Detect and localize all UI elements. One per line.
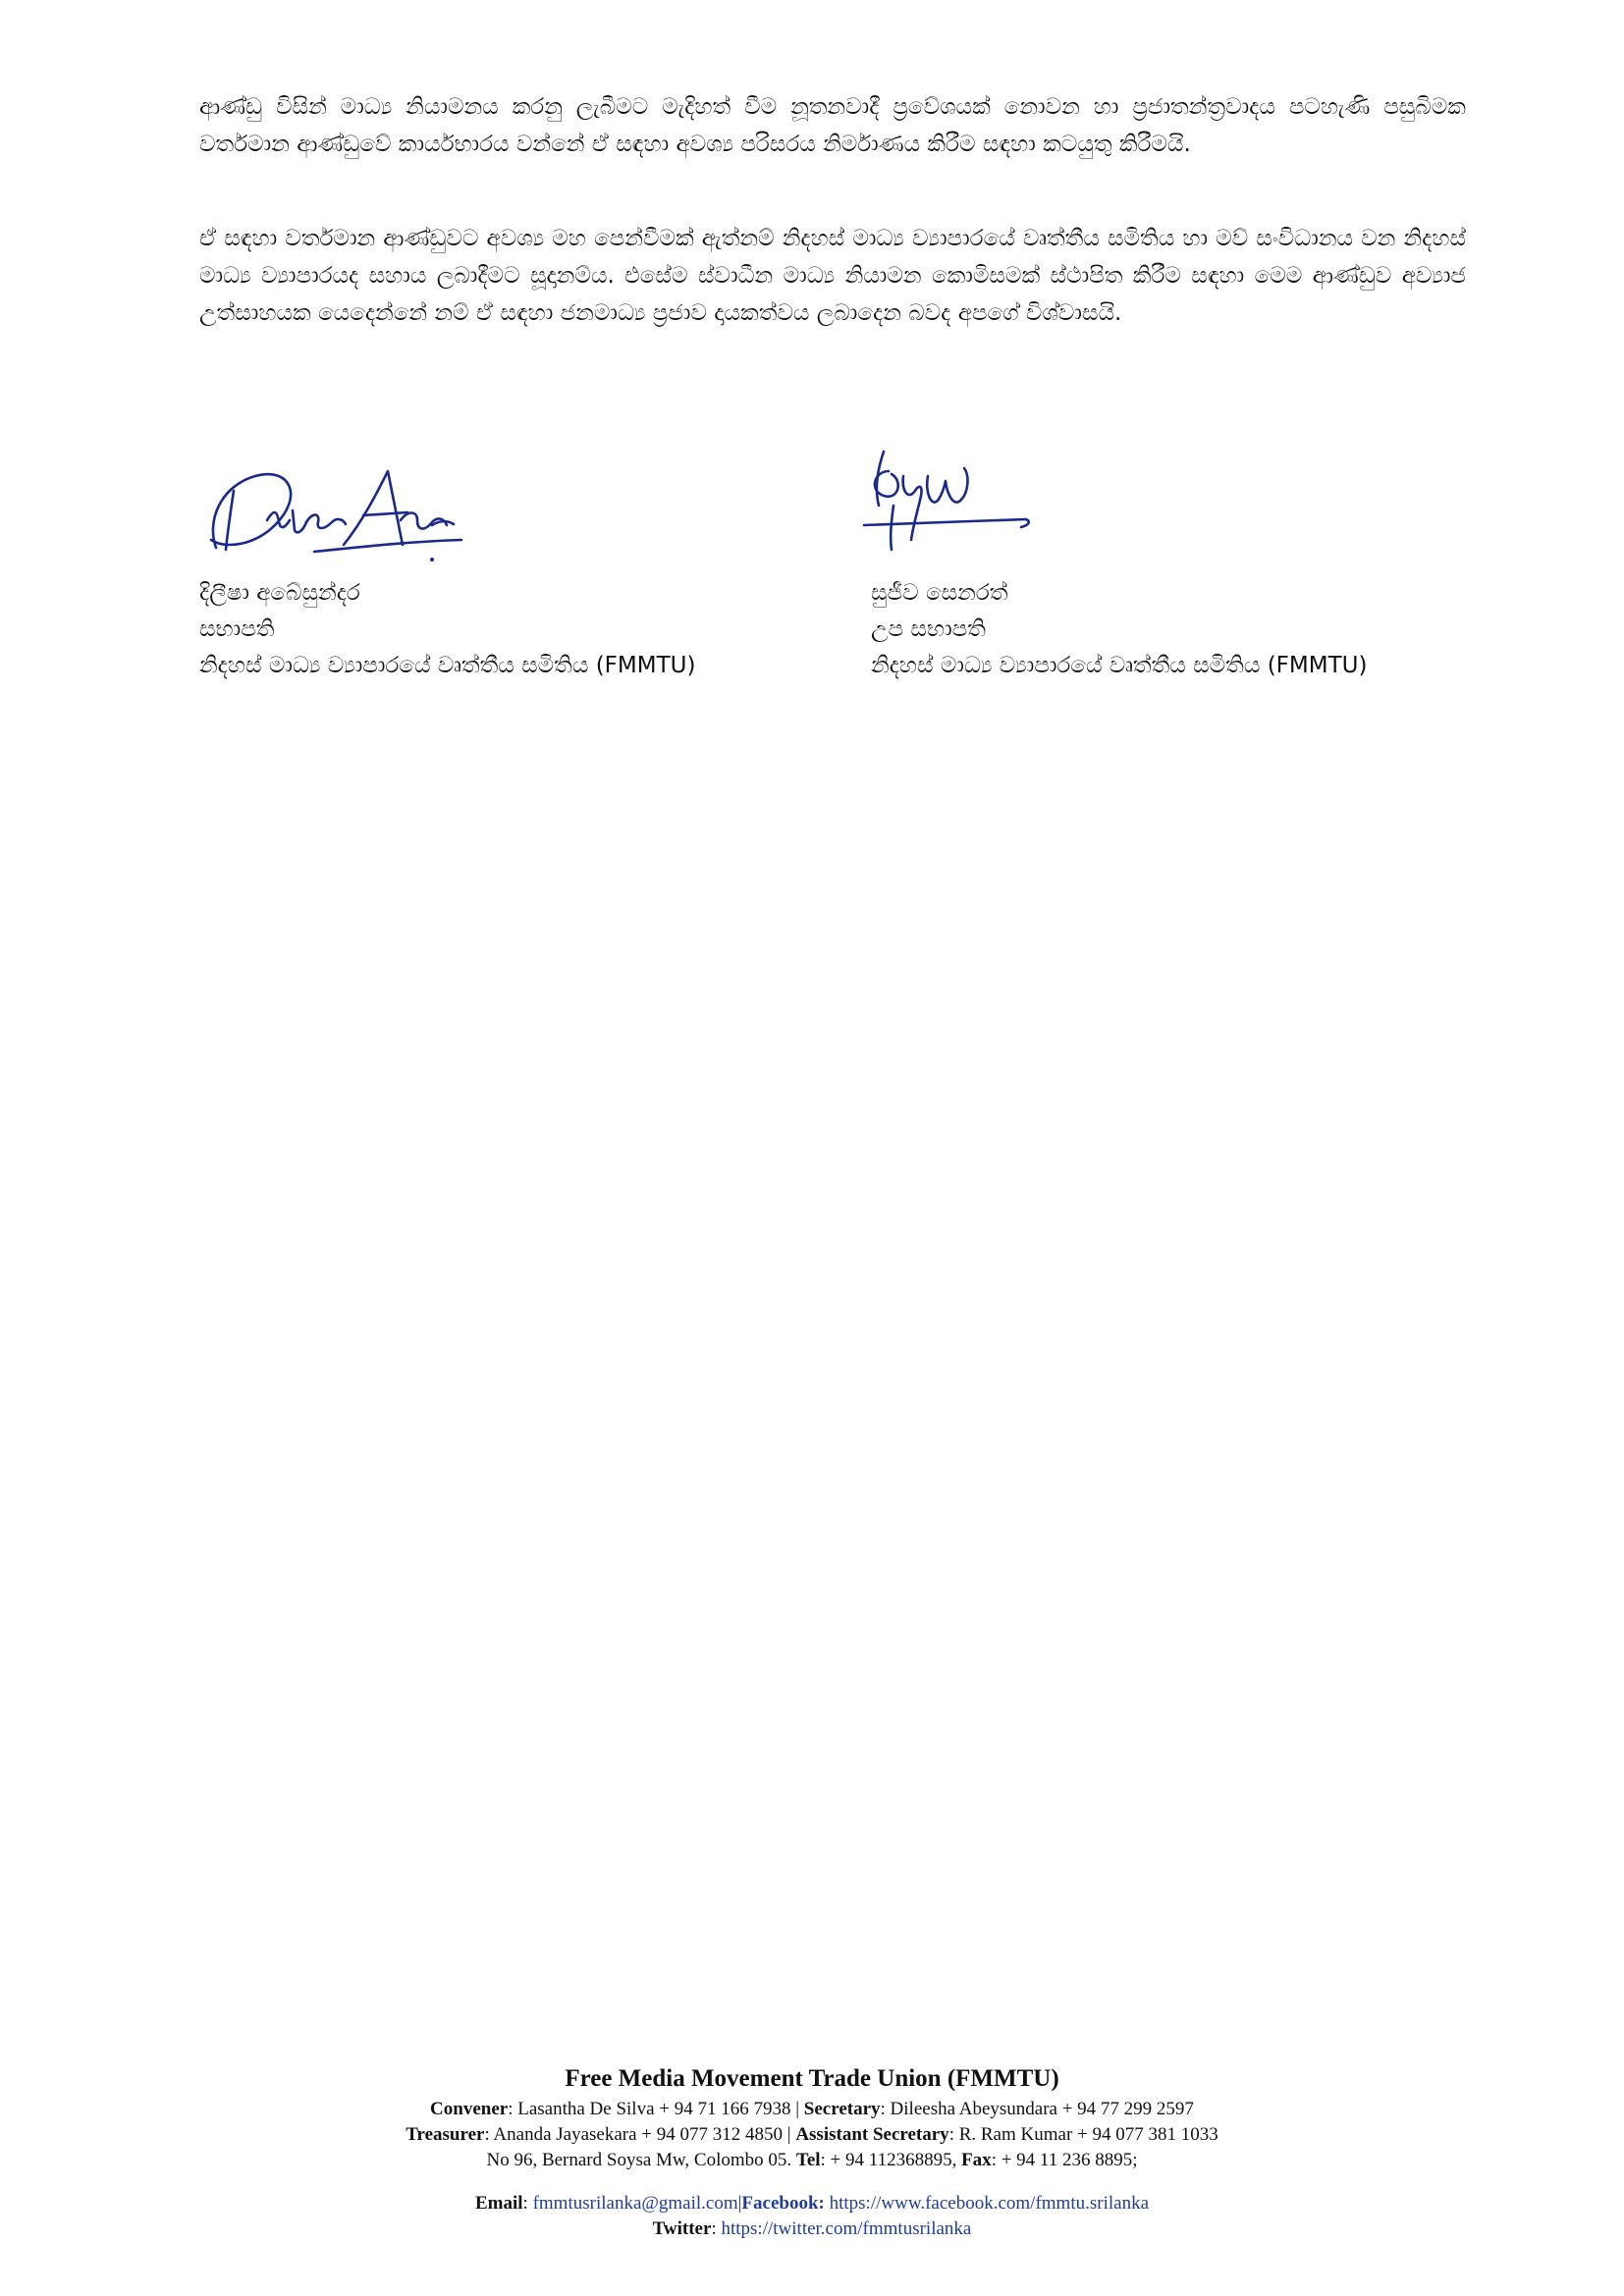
footer-address-line	[0, 2148, 1624, 2172]
treasurer-value: : Ananda Jayasekara + 94 077 312 4850 |	[484, 2124, 796, 2145]
footer-email-facebook-line: Email: fmmtusrilanka@gmail.com|Facebook: https://www.facebook.com/fmmtu.srilanka	[474, 2193, 1150, 2214]
fax-label: Fax	[961, 2150, 992, 2170]
body-paragraph-1: ආණ්ඩු විසින් මාධ්‍ය නියාමනය කරනු ලැබීමට මැදිහත් වීම නූතනවාදී ප්‍රවේශයක් නොවන හා ප්‍රජාතන්ත්‍රවාදය පටහැණි පසුබිමක වර්තමාන ආණ්ඩුවේ කාර්යභාරය වන්නේ ඒ සඳහා අවශ්‍ය පරිසරය නිර්මාණය කිරීම සඳහා කටයුතු කිරීමයි.	[199, 94, 1466, 157]
facebook-label: Facebook:	[741, 2193, 825, 2214]
address: No 96, Bernard Soysa Mw, Colombo 05.	[486, 2150, 796, 2170]
signatory-left-name: දිලීෂා අබේසුන්දර	[199, 580, 360, 606]
fax-value: : + 94 11 236 8895;	[991, 2150, 1138, 2170]
signatory-left-organization: නිදහස් මාධ්‍ය ව්‍යාපාරයේ වෘත්තීය සමිතිය (FMMTU)	[199, 653, 696, 678]
secretary-label: Secretary	[803, 2099, 881, 2119]
signature-right	[854, 447, 1051, 564]
asst-secretary-value: : R. Ram Kumar + 94 077 381 1033	[948, 2124, 1218, 2145]
signatory-left-title: සභාපති	[199, 616, 275, 642]
email-label: Email	[474, 2193, 523, 2214]
treasurer-label: Treasurer	[406, 2124, 485, 2145]
tel-value: : + 94 112368895,	[820, 2150, 962, 2170]
footer-contacts-line-2	[0, 2122, 1624, 2147]
secretary-value: : Dileesha Abeysundara + 94 77 299 2597	[880, 2099, 1194, 2119]
facebook-link[interactable]: https://www.facebook.com/fmmtu.srilanka	[824, 2193, 1150, 2214]
signatory-left	[199, 575, 695, 684]
tel-label: Tel	[795, 2150, 821, 2170]
footer-contacts-line-1	[0, 2097, 1624, 2121]
signatory-right-title: උප සභාපති	[871, 616, 986, 642]
signatory-right-name: සුජීව සෙනරත්	[871, 580, 1008, 606]
convener-label: Convener	[430, 2099, 509, 2119]
asst-secretary-label: Assistant Secretary	[795, 2124, 949, 2145]
footer-twitter-line: Twitter: https://twitter.com/fmmtusrilanka	[652, 2218, 972, 2239]
signature-left	[196, 452, 471, 569]
footer-title: Free Media Movement Trade Union (FMMTU)	[565, 2065, 1059, 2092]
email-link[interactable]: fmmtusrilanka@gmail.com	[532, 2193, 738, 2214]
twitter-link[interactable]: https://twitter.com/fmmtusrilanka	[716, 2218, 972, 2239]
twitter-label: Twitter	[652, 2218, 712, 2239]
convener-value: : Lasantha De Silva + 94 71 166 7938 |	[508, 2099, 804, 2119]
body-paragraph-2: ඒ සඳහා වර්තමාන ආණ්ඩුවට අවශ්‍ය මහ පෙන්වීමක් ඇත්නම් නිදහස් මාධ්‍ය ව්‍යාපාරයේ වෘත්තීය සමිතිය හා මව් සංවිධානය වන නිදහස් මාධ්‍ය ව්‍යාපාරයද සහාය ලබාදීමට සූදානම්ය. එසේම ස්වාධීන මාධ්‍ය නියාමන කොමිසමක් ස්ථාපිත කිරීම සඳහා මෙම ආණ්ඩුව අව්‍යාජ උත්සාහයක යෙදෙන්නේ නම් ඒ සඳහා ජනමාධ්‍ය ප්‍රජාව දායකත්වය ලබාදෙන බවද අපගේ විශ්වාසයි.	[199, 226, 1466, 326]
signatory-right	[871, 575, 1367, 684]
signatory-right-organization: නිදහස් මාධ්‍ය ව්‍යාපාරයේ වෘත්තීය සමිතිය (FMMTU)	[871, 653, 1368, 678]
